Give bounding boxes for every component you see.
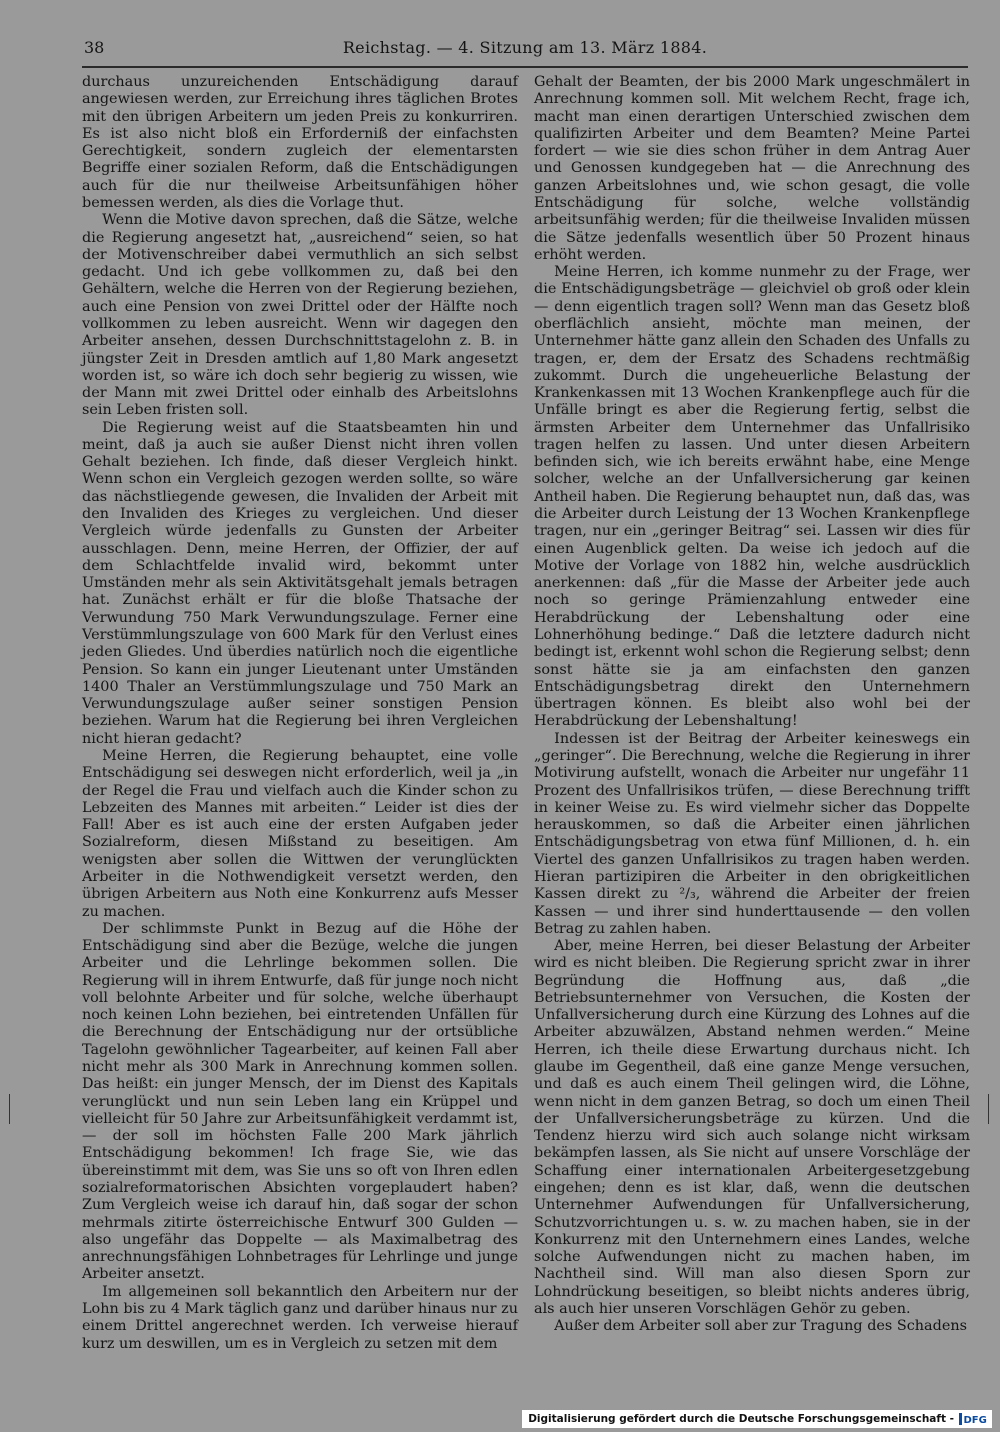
paragraph: Indessen ist der Beitrag der Arbeiter keineswegs ein „geringer“. Die Berechnung, welche die Regierung in ihrer Motivirung aufstellt, wonach die Arbeiter nur ungefähr 11 Prozent des Unfallrisikos trüfen, — diese Berechnung trifft in keiner Weise zu. Es wird vielmehr sicher das Doppelte herauskommen, so daß die Arbeiter einen jährlichen Entschädigungsbetrag von etwa fünf Millionen, d. h. ein Viertel des ganzen Unfallrisikos zu tragen haben werden. Hieran partizipiren die Arbeiter in den obrigkeitlichen Kassen direkt zu ²/₃, während die Arbeiter der freien Kassen — und ihrer sind hunderttausende — den vollen Betrag zu zahlen haben.	[534, 730, 970, 937]
paragraph: Außer dem Arbeiter soll aber zur Tragung des Schadens	[554, 1318, 968, 1335]
paragraph: Gehalt der Beamten, der bis 2000 Mark ungeschmälert in Anrechnung kommen soll. Mit welchem Recht, frage ich, macht man einen derartigen Unterschied zwischen dem qualifizirten Arbeiter und dem Beamten? Meine Partei fordert — wie sie dies schon früher in dem Antrag Auer und Genossen kundgegeben hat — die Anrechnung des ganzen Arbeitslohnes und, wie schon gesagt, die volle Entschädigung für solche, welche vollständig arbeitsunfähig werden; für die theilweise Invaliden müssen die Sätze jedenfalls wesentlich über 50 Prozent hinaus erhöht werden.	[534, 74, 970, 263]
paragraph: Wenn die Motive davon sprechen, daß die Sätze, welche die Regierung angesetzt hat, „ausreichend“ seien, so hat der Motivenschreiber dabei vermuthlich an sich selbst gedacht. Und ich gebe vollkommen zu, daß bei den Gehältern, welche die Herren von der Regierung beziehen, auch eine Pension von zwei Drittel oder der Hälfte noch vollkommen zu leben ausreicht. Wenn wir dagegen den Arbeiter ansehen, dessen Durchschnittstagelohn z. B. in jüngster Zeit in Dresden amtlich auf 1,80 Mark angesetzt worden ist, so wäre ich doch sehr begierig zu wissen, wie der Mann mit zwei Drittel oder einhalb des Arbeitslohns sein Leben fristen soll.	[82, 212, 518, 419]
dfg-logo-graphic	[959, 1412, 989, 1426]
paragraph: Meine Herren, die Regierung behauptet, eine volle Entschädigung sei deswegen nicht erforderlich, weil ja „in der Regel die Frau und vielfach auch die Kinder schon zu Lebzeiten des Mannes mit arbeiten.“ Leider ist dies der Fall! Aber es ist auch eine der ersten Aufgaben jeder Sozialreform, diesen Mißstand zu beseitigen. Am wenigsten aber sollen die Wittwen der verunglückten Arbeiter in die Nothwendigkeit versetzt werden, den übrigen Arbeitern aus Noth eine Konkurrenz aufs Messer zu machen.	[82, 747, 518, 920]
paragraph: Aber, meine Herren, bei dieser Belastung der Arbeiter wird es nicht bleiben. Die Regierung spricht zwar in ihrer Begründung die Hoffnung aus, daß „die Betriebsunternehmer von Versuchen, die Kosten der Unfallversicherung durch eine Kürzung des Lohnes auf die Arbeiter abzuwälzen, Abstand nehmen werden.“ Meine Herren, ich theile diese Erwartung durchaus nicht. Ich glaube im Gegentheil, daß eine ganze Menge versuchen, und daß es auch einem Theil gelingen wird, die Löhne, wenn nicht in dem ganzen Betrag, so doch um einen Theil der Unfallversicherungsbeträge zu kürzen. Und die Tendenz hierzu wird sich auch solange nicht wirksam bekämpfen lassen, als Sie nicht auf unsere Vorschläge der Schaffung einer internationalen Arbeitergesetzgebung eingehen; denn es ist klar, daß, wenn die deutschen Unternehmer Aufwendungen für Unfallversicherung, Schutzvorrichtungen u. s. w. zu machen haben, sie in der Konkurrenz mit den Unternehmern eines Landes, welche solche Aufwendungen nicht zu machen haben, im Nachtheil sind. Will man also diesen Sporn zur Lohndrückung beseitigen, so bleibt nichts anderes übrig, als auch hier unseren Vorschlägen Gehör zu geben.	[534, 938, 970, 1317]
scan-margin-mark	[9, 1094, 10, 1124]
digitization-footer	[522, 1410, 992, 1428]
page-number: 38	[84, 38, 105, 57]
text-column-left	[82, 74, 518, 1352]
scan-margin-mark	[988, 1094, 989, 1124]
paragraph: Meine Herren, ich komme nunmehr zu der Frage, wer die Entschädigungsbeträge — gleichviel ob groß oder klein — denn eigentlich tragen soll? Wenn man das Gesetz bloß oberflächlich ansieht, möchte man meinen, der Unternehmer hätte ganz allein den Schaden des Unfalls zu tragen, er, dem der Ersatz des Schadens rechtmäßig zukommt. Durch die ungeheuerliche Belastung der Krankenkassen mit 13 Wochen Krankenpflege auch für die Unfälle bringt es aber die Regierung fertig, selbst die ärmsten Arbeiter dem Unternehmer das Unfallrisiko tragen helfen zu lassen. Und unter diesen Arbeitern befinden sich, wie ich bereits erwähnt habe, eine Menge solcher, welche an der Unfallversicherung gar keinen Antheil haben. Die Regierung behauptet nun, daß das, was die Arbeiter durch Leistung der 13 Wochen Krankenpflege tragen, nur ein „geringer Beitrag“ sei. Lassen wir dies für einen Augenblick gelten. Da weise ich jedoch auf die Motive der Vorlage von 1882 hin, welche ausdrücklich anerkennen: daß „für die Masse der Arbeiter jede auch noch so geringe Prämienzahlung entweder eine Herabdrückung der Lebenshaltung oder eine Lohnerhöhung bedinge.“ Daß die letztere dadurch nicht bedingt ist, erkennt wohl schon die Regierung selbst; denn sonst hätte sie ja am einfachsten den ganzen Entschädigungsbetrag direkt den Unternehmern übertragen können. Es bleibt also wohl bei der Herabdrückung der Lebenshaltung!	[534, 264, 970, 730]
running-head: Reichstag. — 4. Sitzung am 13. März 1884.	[342, 38, 708, 57]
dfg-logo-text: DFG	[963, 1415, 987, 1426]
paragraph: Der schlimmste Punkt in Bezug auf die Höhe der Entschädigung sind aber die Bezüge, welche die jungen Arbeiter und die Lehrlinge bekommen sollen. Die Regierung will in ihrem Entwurfe, daß für junge noch nicht voll belohnte Arbeiter und für solche, welche überhaupt noch keinen Lohn beziehen, bei eintretenden Unfällen für die Berechnung der Entschädigung nur der ortsübliche Tagelohn gewöhnlicher Tagearbeiter, auf keinen Fall aber nicht mehr als 300 Mark in Anrechnung kommen sollen. Das heißt: ein junger Mensch, der im Dienst des Kapitals verunglückt und nun sein Leben lang ein Krüppel und vielleicht für 50 Jahre zur Arbeitsunfähigkeit verdammt ist, — der soll im höchsten Falle 200 Mark jährlich Entschädigung bekommen! Ich frage Sie, wie das übereinstimmt mit dem, was Sie uns so oft von Ihren edlen sozialreformatorischen Absichten vorgeplaudert haben? Zum Vergleich weise ich darauf hin, daß sogar der schon mehrmals zitirte österreichische Entwurf 300 Gulden — also ungefähr das Doppelte — als Maximalbetrag des anrechnungsfähigen Lohnbetrages für Lehrlinge und junge Arbeiter ansetzt.	[82, 920, 518, 1283]
text-column-right	[534, 74, 970, 1336]
footer-text: Digitalisierung gefördert durch die Deutsche Forschungsgemeinschaft -	[528, 1413, 954, 1425]
paragraph: Die Regierung weist auf die Staatsbeamten hin und meint, daß ja auch sie außer Dienst nicht ihren vollen Gehalt beziehen. Ich finde, daß dieser Vergleich hinkt. Wenn schon ein Vergleich gezogen werden sollte, so wäre das nächstliegende gewesen, die Invaliden der Arbeit mit den Invaliden des Krieges zu vergleichen. Und dieser Vergleich würde jedenfalls zu Gunsten der Arbeiter ausschlagen. Denn, meine Herren, der Offizier, der auf dem Schlachtfelde invalid wird, bekommt unter Umständen mehr als sein Aktivitätsgehalt jemals betragen hat. Zunächst erhält er für die bloße Thatsache der Verwundung 750 Mark Verwundungszulage. Ferner eine Verstümmlungszulage von 600 Mark für den Verlust eines jeden Gliedes. Und überdies natürlich noch die eigentliche Pension. So kann ein junger Lieutenant unter Umständen 1400 Thaler an Verstümmlungszulage und 750 Mark an Verwundungszulage außer seiner sonstigen Pension beziehen. Warum hat die Regierung bei ihren Vergleichen nicht hieran gedacht?	[82, 419, 518, 747]
page-header	[82, 36, 968, 68]
dfg-logo	[959, 1412, 989, 1426]
paragraph: Im allgemeinen soll bekanntlich den Arbeitern nur der Lohn bis zu 4 Mark täglich ganz und darüber hinaus nur zu einem Drittel angerechnet werden. Ich verweise hierauf kurz um deswillen, um es in Vergleich zu setzen mit dem	[82, 1283, 518, 1352]
paragraph: durchaus unzureichenden Entschädigung darauf angewiesen werden, zur Erreichung ihres täglichen Brotes mit den übrigen Arbeitern um jeden Preis zu konkurriren. Es ist also nicht bloß ein Erforderniß der einfachsten Gerechtigkeit, sondern zugleich der elementarsten Begriffe einer sozialen Reform, daß die Entschädigungen auch für die nur theilweise Arbeitsunfähigen höher bemessen werden, als dies die Vorlage thut.	[82, 74, 518, 211]
